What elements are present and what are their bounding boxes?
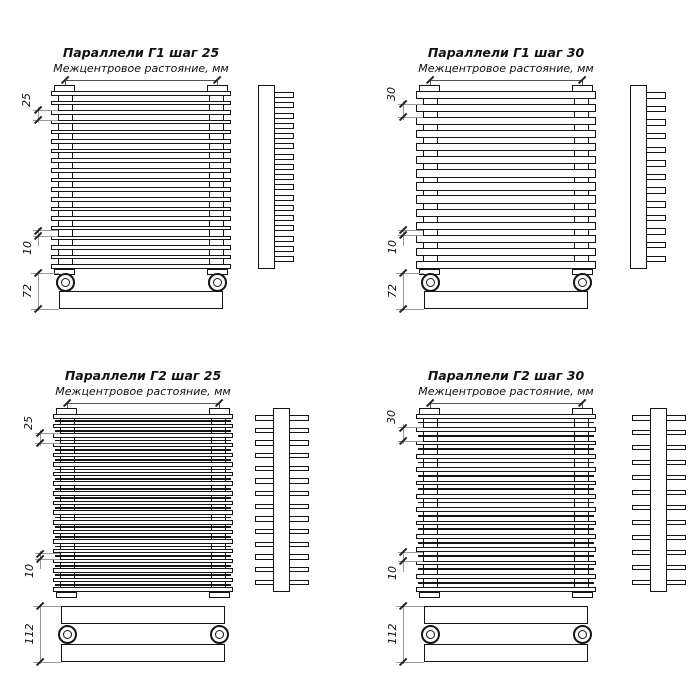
tube-bar	[51, 264, 231, 269]
diagram-title: Параллели Г2 шаг 30	[427, 368, 585, 383]
tube-bar	[51, 226, 231, 231]
tube-bar	[416, 91, 596, 99]
tube-end-tab	[255, 516, 275, 522]
tube-bar	[416, 261, 596, 269]
tube-bar	[53, 587, 233, 592]
dim-label-step: 30	[385, 87, 398, 102]
tube-end-tab	[646, 215, 666, 222]
back-tube-line	[55, 440, 231, 442]
tube-bar	[416, 143, 596, 151]
back-tube-line	[418, 528, 594, 530]
intercenter-caption: Межцентровое растояние, мм	[418, 385, 594, 398]
pipe-connection-inner	[426, 278, 435, 287]
tube-end-tab	[255, 491, 275, 497]
back-tube-line	[55, 430, 231, 432]
tube-bar	[416, 534, 596, 539]
back-tube-line	[55, 574, 231, 576]
dim-label-gap: 10	[386, 239, 399, 254]
tube-end-tab	[274, 184, 294, 190]
tube-bar	[51, 245, 231, 250]
pipe-connection-inner	[426, 630, 435, 639]
tube-end-tab	[289, 440, 309, 446]
side-column	[630, 85, 647, 269]
tube-end-tab	[632, 415, 652, 421]
side-column	[650, 408, 667, 592]
pipe-connection-inner	[61, 278, 70, 287]
tube-end-tab	[255, 415, 275, 421]
riser-cap	[572, 592, 593, 599]
tube-end-tab	[632, 430, 652, 436]
tube-end-tab	[646, 201, 666, 208]
tube-bar	[53, 539, 233, 544]
tube-end-tab	[646, 92, 666, 99]
tube-bar	[51, 110, 231, 115]
tube-end-tab	[632, 535, 652, 541]
back-tube-line	[55, 478, 231, 480]
tube-bar	[416, 547, 596, 552]
tube-bar	[53, 472, 233, 477]
dim-label-gap: 10	[23, 563, 36, 578]
tube-bar	[51, 216, 231, 221]
tube-bar	[416, 209, 596, 217]
tube-bar	[51, 178, 231, 183]
side-column	[258, 85, 275, 269]
tube-bar	[416, 481, 596, 486]
tube-end-tab	[255, 580, 275, 586]
back-tube-line	[418, 462, 594, 464]
back-tube-line	[418, 502, 594, 504]
back-tube-line	[55, 507, 231, 509]
tube-end-tab	[632, 565, 652, 571]
tube-end-tab	[289, 529, 309, 535]
back-tube-line	[418, 435, 594, 437]
back-tube-line	[55, 546, 231, 548]
back-tube-line	[418, 448, 594, 450]
intercenter-dim-line	[65, 80, 217, 81]
tube-bar	[416, 414, 596, 419]
tube-bar	[53, 520, 233, 525]
tube-bar	[416, 156, 596, 164]
tube-end-tab	[274, 215, 294, 221]
tube-bar	[51, 120, 231, 125]
tube-end-tab	[666, 475, 686, 481]
tube-end-tab	[255, 542, 275, 548]
tube-end-tab	[646, 228, 666, 235]
tube-bar	[53, 530, 233, 535]
tube-end-tab	[274, 236, 294, 242]
intercenter-dim-line	[430, 403, 582, 404]
tube-bar	[53, 414, 233, 419]
tube-end-tab	[632, 520, 652, 526]
tube-bar	[416, 521, 596, 526]
back-tube-line	[418, 568, 594, 570]
back-tube-line	[418, 422, 594, 424]
tube-bar	[416, 494, 596, 499]
back-tube-line	[55, 555, 231, 557]
tube-bar	[416, 427, 596, 432]
intercenter-caption: Межцентровое растояние, мм	[55, 385, 231, 398]
dim-label-depth: 72	[386, 284, 399, 298]
tube-end-tab	[289, 554, 309, 560]
tube-end-tab	[666, 415, 686, 421]
back-tube-line	[55, 517, 231, 519]
tube-bar	[53, 453, 233, 458]
tube-end-tab	[274, 102, 294, 108]
tube-end-tab	[666, 565, 686, 571]
back-tube-line	[418, 515, 594, 517]
tube-end-tab	[274, 113, 294, 119]
dim-label-step: 30	[385, 410, 398, 425]
tube-end-tab	[666, 505, 686, 511]
tube-bar	[53, 491, 233, 496]
tube-bar	[53, 462, 233, 467]
plan-collector	[424, 644, 588, 662]
tube-end-tab	[666, 580, 686, 586]
dim-label-depth: 112	[386, 623, 399, 645]
tube-bar	[416, 454, 596, 459]
back-tube-line	[55, 459, 231, 461]
tube-bar	[416, 104, 596, 112]
side-column	[273, 408, 290, 592]
tube-end-tab	[255, 529, 275, 535]
intercenter-caption: Межцентровое растояние, мм	[53, 62, 229, 75]
tube-bar	[416, 169, 596, 177]
tube-end-tab	[255, 466, 275, 472]
tube-end-tab	[632, 580, 652, 586]
tube-bar	[53, 481, 233, 486]
dim-label-gap: 10	[21, 240, 34, 255]
tube-bar	[51, 130, 231, 135]
tube-bar	[53, 549, 233, 554]
tube-end-tab	[646, 187, 666, 194]
tube-end-tab	[632, 475, 652, 481]
tube-end-tab	[632, 460, 652, 466]
tube-end-tab	[632, 490, 652, 496]
tube-end-tab	[289, 567, 309, 573]
tube-bar	[416, 587, 596, 592]
tube-bar	[416, 467, 596, 472]
tube-end-tab	[666, 520, 686, 526]
tube-bar	[53, 501, 233, 506]
tube-end-tab	[274, 133, 294, 139]
tube-bar	[416, 441, 596, 446]
tube-bar	[51, 149, 231, 154]
back-tube-line	[55, 488, 231, 490]
plan-collector	[424, 606, 588, 624]
tube-end-tab	[666, 460, 686, 466]
pipe-connection-inner	[578, 630, 587, 639]
tube-end-tab	[289, 504, 309, 510]
tube-end-tab	[666, 490, 686, 496]
pipe-connection-inner	[213, 278, 222, 287]
tube-bar	[416, 235, 596, 243]
tube-end-tab	[666, 445, 686, 451]
plan-collector	[61, 644, 225, 662]
tube-end-tab	[255, 440, 275, 446]
tube-bar	[51, 187, 231, 192]
tube-end-tab	[274, 246, 294, 252]
tube-bar	[416, 130, 596, 138]
tube-end-tab	[666, 430, 686, 436]
tube-bar	[53, 424, 233, 429]
intercenter-dim-line	[430, 80, 582, 81]
tube-bar	[53, 559, 233, 564]
riser-cap	[419, 592, 440, 599]
tube-bar	[51, 197, 231, 202]
tube-bar	[51, 158, 231, 163]
tube-end-tab	[289, 453, 309, 459]
tube-bar	[53, 510, 233, 515]
tube-end-tab	[255, 478, 275, 484]
intercenter-dim-line	[67, 403, 219, 404]
tube-end-tab	[289, 415, 309, 421]
back-tube-line	[418, 475, 594, 477]
diagram-title: Параллели Г2 шаг 25	[64, 368, 222, 383]
tube-end-tab	[274, 143, 294, 149]
intercenter-caption: Межцентровое растояние, мм	[418, 62, 594, 75]
tube-end-tab	[646, 147, 666, 154]
tube-bar	[51, 139, 231, 144]
back-tube-line	[55, 497, 231, 499]
tube-bar	[53, 433, 233, 438]
back-tube-line	[55, 565, 231, 567]
back-tube-line	[55, 420, 231, 422]
back-tube-line	[55, 536, 231, 538]
dim-label-step: 25	[22, 416, 35, 431]
tube-end-tab	[646, 174, 666, 181]
back-tube-line	[418, 555, 594, 557]
tube-end-tab	[289, 580, 309, 586]
tube-end-tab	[646, 160, 666, 167]
tube-bar	[51, 236, 231, 241]
tube-bar	[416, 195, 596, 203]
riser-cap	[209, 592, 230, 599]
tube-bar	[51, 91, 231, 96]
tube-end-tab	[274, 195, 294, 201]
riser-cap	[56, 592, 77, 599]
tube-end-tab	[255, 567, 275, 573]
tube-bar	[416, 182, 596, 190]
pipe-connection-inner	[63, 630, 72, 639]
tube-bar	[416, 561, 596, 566]
tube-end-tab	[274, 225, 294, 231]
tube-bar	[51, 168, 231, 173]
tube-end-tab	[274, 205, 294, 211]
tube-end-tab	[274, 92, 294, 98]
tube-bar	[51, 255, 231, 260]
back-tube-line	[55, 526, 231, 528]
tube-bar	[51, 101, 231, 106]
dim-line	[403, 604, 404, 664]
tube-bar	[416, 574, 596, 579]
tube-end-tab	[289, 466, 309, 472]
tube-bar	[416, 222, 596, 230]
dim-label-depth: 72	[21, 284, 34, 298]
back-tube-line	[55, 469, 231, 471]
tube-end-tab	[289, 491, 309, 497]
tube-end-tab	[255, 554, 275, 560]
tube-end-tab	[646, 242, 666, 249]
tube-end-tab	[646, 106, 666, 113]
tube-end-tab	[666, 535, 686, 541]
tube-bar	[53, 578, 233, 583]
dim-label-gap: 10	[386, 565, 399, 580]
tube-end-tab	[646, 133, 666, 140]
tube-bar	[51, 207, 231, 212]
diagram-title: Параллели Г1 шаг 25	[62, 45, 220, 60]
tube-end-tab	[646, 119, 666, 126]
tube-end-tab	[274, 154, 294, 160]
tube-end-tab	[289, 478, 309, 484]
tube-end-tab	[289, 428, 309, 434]
plan-collector	[59, 291, 223, 309]
tube-end-tab	[632, 445, 652, 451]
dim-label-step: 25	[20, 93, 33, 108]
tube-end-tab	[274, 174, 294, 180]
tube-bar	[416, 117, 596, 125]
diagram-title: Параллели Г1 шаг 30	[427, 45, 585, 60]
tube-end-tab	[632, 550, 652, 556]
tube-bar	[53, 443, 233, 448]
tube-end-tab	[289, 516, 309, 522]
back-tube-line	[418, 488, 594, 490]
tube-end-tab	[666, 550, 686, 556]
plan-collector	[424, 291, 588, 309]
tube-end-tab	[255, 428, 275, 434]
back-tube-line	[418, 582, 594, 584]
tube-end-tab	[646, 256, 666, 263]
tube-end-tab	[274, 164, 294, 170]
tube-end-tab	[274, 123, 294, 129]
pipe-connection-inner	[215, 630, 224, 639]
dim-line	[40, 604, 41, 664]
pipe-connection-inner	[578, 278, 587, 287]
plan-collector	[61, 606, 225, 624]
dim-label-depth: 112	[23, 623, 36, 645]
tube-end-tab	[632, 505, 652, 511]
tube-bar	[53, 568, 233, 573]
tube-end-tab	[255, 504, 275, 510]
back-tube-line	[55, 449, 231, 451]
tube-end-tab	[274, 256, 294, 262]
tube-bar	[416, 507, 596, 512]
tube-bar	[416, 248, 596, 256]
tube-end-tab	[289, 542, 309, 548]
tube-end-tab	[255, 453, 275, 459]
back-tube-line	[55, 584, 231, 586]
back-tube-line	[418, 542, 594, 544]
